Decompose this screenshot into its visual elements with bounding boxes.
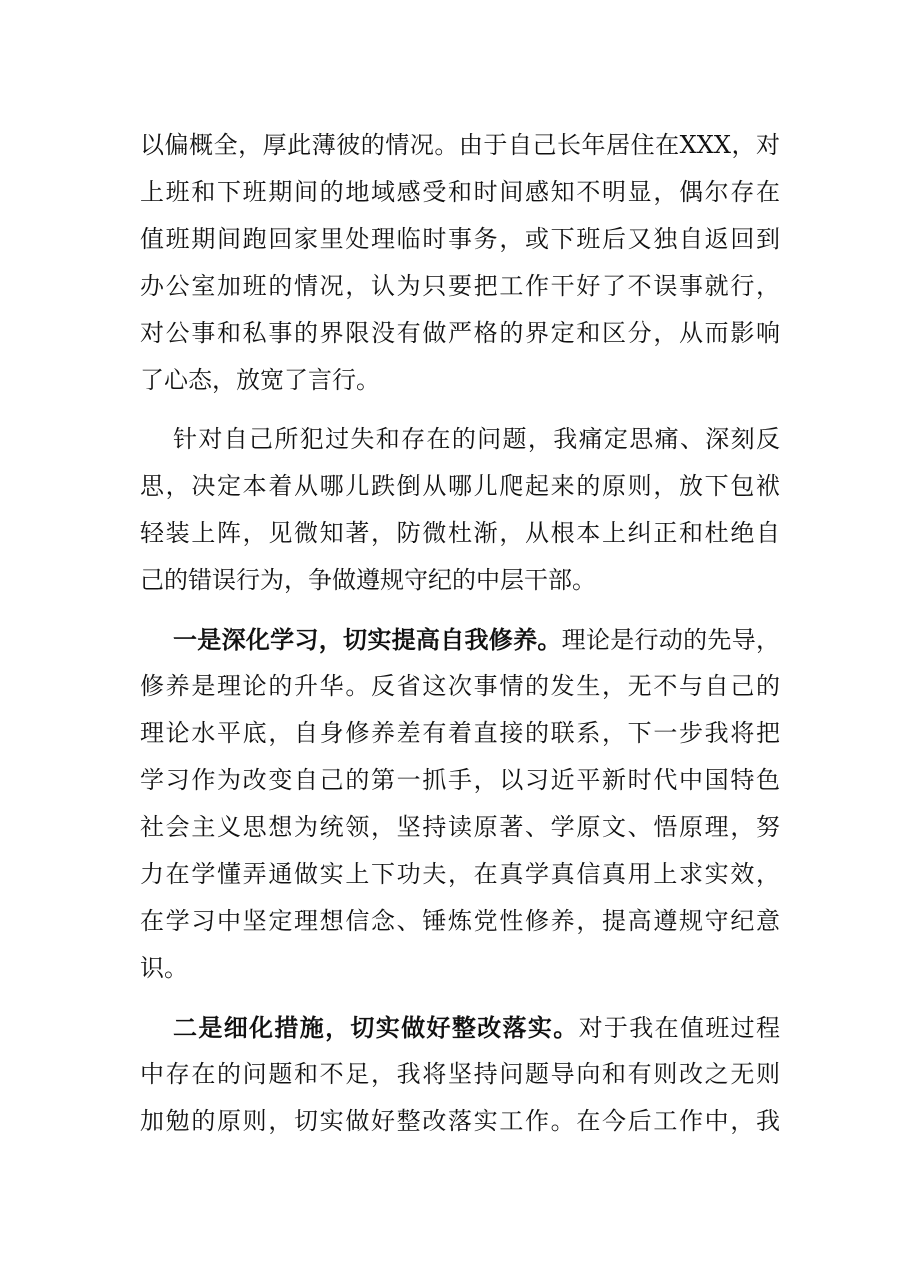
paragraph-line: 值班期间跑回家里处理临时事务，或下班后又独自返回到 <box>140 225 780 253</box>
paragraph-first-line-text: 理论是行动的先导， <box>561 626 781 654</box>
paragraph-line: 轻装上阵，见微知著，防微杜渐，从根本上纠正和杜绝自 <box>140 519 780 547</box>
paragraph-line: 办公室加班的情况，认为只要把工作干好了不误事就行， <box>140 272 780 300</box>
document-body <box>140 122 780 1145</box>
paragraph-spacer <box>140 404 780 416</box>
paragraph-line: 针对自己所犯过失和存在的问题，我痛定思痛、深刻反 <box>173 425 780 453</box>
paragraph-line: 中存在的问题和不足，我将坚持问题导向和有则改之无则 <box>140 1060 780 1088</box>
paragraph-line: 力在学懂弄通做实上下功夫，在真学真信真用上求实效， <box>140 860 780 888</box>
paragraph-3 <box>140 616 780 992</box>
paragraph-4 <box>140 1004 780 1145</box>
paragraph-first-line <box>140 1004 780 1051</box>
paragraph-spacer <box>140 604 780 616</box>
paragraph-line: 上班和下班期间的地域感受和时间感知不明显，偶尔存在 <box>140 178 780 206</box>
paragraph-line: 识。 <box>140 954 188 982</box>
paragraph-line: 了心态，放宽了言行。 <box>140 366 380 394</box>
paragraph-line: 学习作为改变自己的第一抓手，以习近平新时代中国特色 <box>140 766 780 794</box>
paragraph-line: 对公事和私事的界限没有做严格的界定和区分，从而影响 <box>140 319 780 347</box>
paragraph-line: 理论水平底，自身修养差有着直接的联系，下一步我将把 <box>140 719 780 747</box>
paragraph-spacer <box>140 992 780 1004</box>
paragraph-first-line-text: 对于我在值班过程 <box>578 1014 781 1042</box>
paragraph-1 <box>140 122 780 404</box>
paragraph-first-line <box>140 616 780 663</box>
paragraph-line: 思，决定本着从哪儿跌倒从哪儿爬起来的原则，放下包袱 <box>140 472 780 500</box>
paragraph-line: 社会主义思想为统领，坚持读原著、学原文、悟原理，努 <box>140 813 780 841</box>
paragraph-line: 加勉的原则，切实做好整改落实工作。在今后工作中，我 <box>140 1107 780 1135</box>
paragraph-line: 修养是理论的升华。反省这次事情的发生，无不与自己的 <box>140 672 780 700</box>
paragraph-heading: 二是细化措施，切实做好整改落实。 <box>173 1013 579 1042</box>
paragraph-line: 己的错误行为，争做遵规守纪的中层干部。 <box>140 566 596 594</box>
paragraph-line: 以偏概全，厚此薄彼的情况。由于自己长年居住在XXX，对 <box>140 131 780 159</box>
paragraph-line: 在学习中坚定理想信念、锤炼党性修养，提高遵规守纪意 <box>140 907 780 935</box>
paragraph-heading: 一是深化学习，切实提高自我修养。 <box>173 625 562 654</box>
paragraph-2 <box>140 416 780 604</box>
